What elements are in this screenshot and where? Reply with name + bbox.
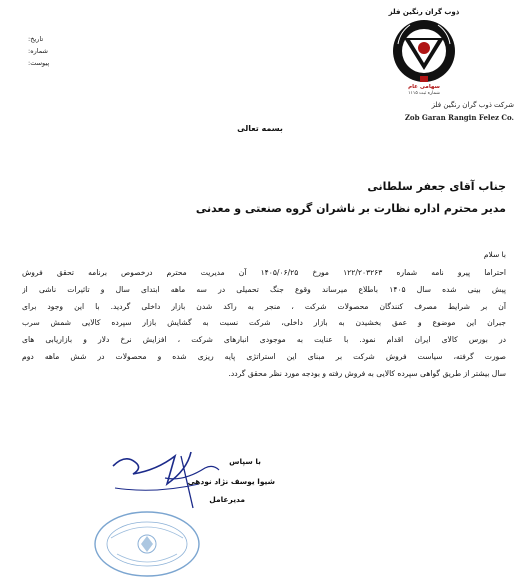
body-line: سال بیشتر از طریق گواهی سپرده کالایی به فروش رفته و بودجه مورد نظر محقق گردد. <box>228 368 506 378</box>
body-line: آن بر شرایط مصرف کنندگان محصولات شرکت ، منجر به راکد شدن بازار داخلی گردید. با این وجود برای <box>22 301 506 311</box>
basmala-text: بسمه تعالی <box>237 124 283 133</box>
logo-seal-text: سهامی عام <box>408 84 440 90</box>
body-line: صورت گرفته، سیاست فروش شرکت بر مبنای این استراتژی پایه ریزی شده و محصولات در شش ماهه دوم <box>22 351 506 361</box>
recipient-name: جناب آقای جعفر سلطانی <box>367 180 506 193</box>
logo-registration-text: شماره ثبت ۱۱۱۵ <box>408 91 440 96</box>
company-emblem-icon <box>390 18 458 84</box>
number-field-label: شماره: <box>28 47 48 55</box>
body-line: پیش بینی شده سال ۱۴۰۵ باطلاع میرساند وقوع جنگ تحمیلی در سه ماهه ابتدای سال و تاثیرات ناشی از <box>22 284 506 294</box>
attachment-field-label: پیوست: <box>28 59 50 67</box>
signature-block <box>95 448 295 573</box>
body-line: جبران این موضوع و عمق بخشیدن به بازار داخلی، شرکت نسبت به گشایش بازار سپرده کالایی شمش سرب <box>22 318 506 328</box>
signer-name: شیوا یوسف نژاد نودهی <box>187 477 275 486</box>
closing-text: با سپاس <box>229 457 261 466</box>
letter-body <box>22 265 506 383</box>
greeting: با سلام <box>483 250 506 259</box>
basmala <box>0 124 528 133</box>
company-name-english: Zob Garan Rangin Felez Co. <box>404 113 514 122</box>
company-name-persian: شرکت ذوب گران رنگین فلز <box>431 101 514 109</box>
logo-top-text: ذوب گران رنگین فلز <box>388 8 460 16</box>
recipient-title: مدیر محترم اداره نظارت بر ناشران گروه صنعتی و معدنی <box>195 202 506 215</box>
date-field-label: تاریخ: <box>28 35 44 43</box>
handwritten-signature-icon <box>95 448 295 528</box>
meta-fields <box>28 33 108 69</box>
signer-title: مدیرعامل <box>209 495 245 504</box>
body-line: احتراما پیرو نامه شماره ۱۲۲/۲۰۳۲۶۳ مورخ ۱۴۰۵/۰۶/۲۵ آن مدیریت محترم درخصوص برنامه تحقق فروش <box>22 268 506 277</box>
company-logo <box>378 8 470 102</box>
body-line: در بورس کالای ایران اقدام نمود. با عنایت به موجودی انبارهای شرکت ، افزایش نرخ دلار و بازاریابی های <box>22 335 506 345</box>
